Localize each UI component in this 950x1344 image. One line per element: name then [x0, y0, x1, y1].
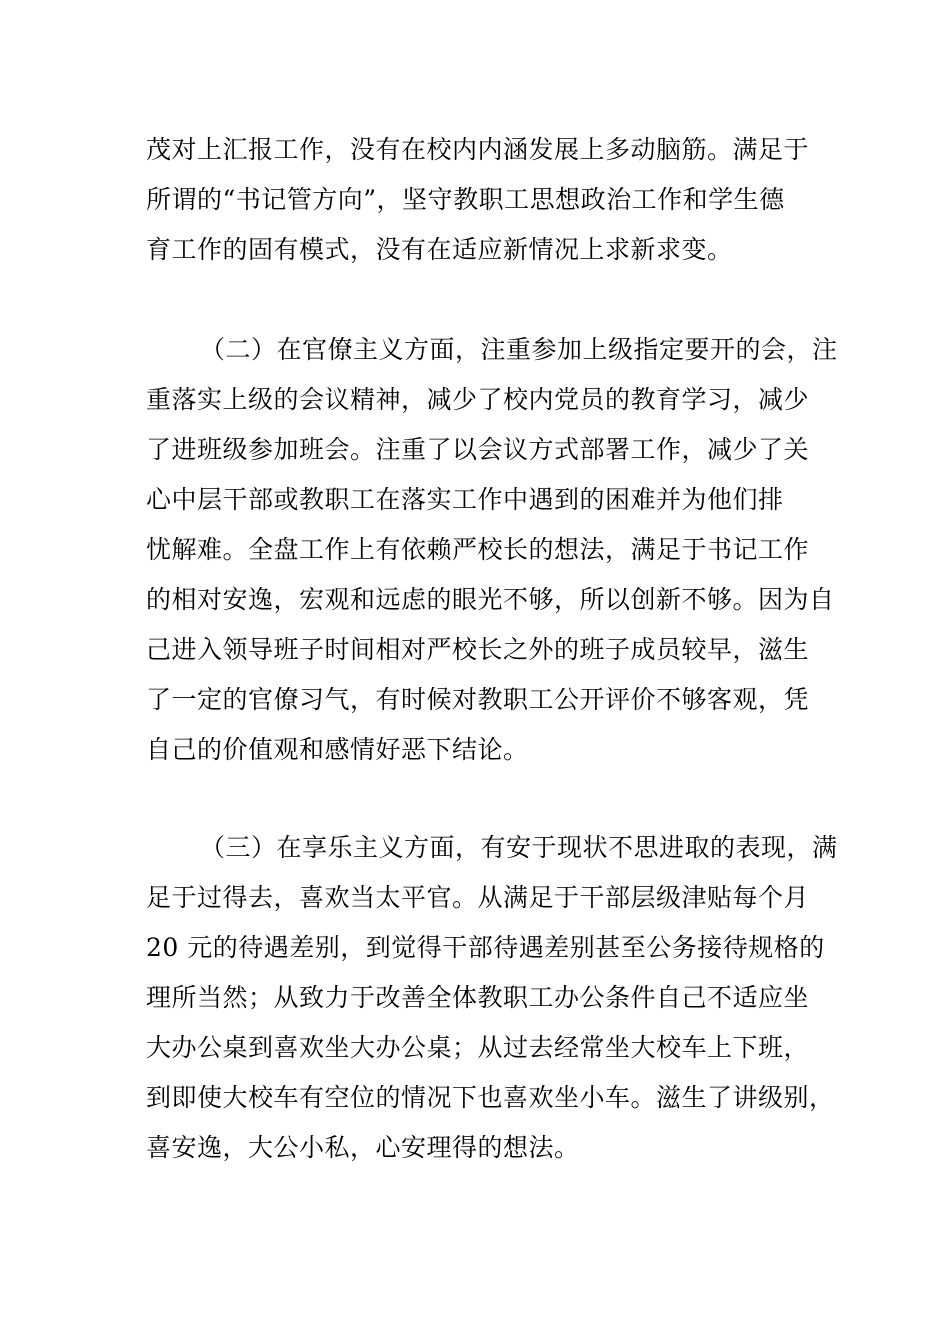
text-line: 喜安逸，大公小私，心安理得的想法。 — [146, 1133, 580, 1162]
text-line: （二）在官僚主义方面，注重参加上级指定要开的会，注 — [200, 335, 838, 364]
text-line: 忧解难。全盘工作上有依赖严校长的想法，满足于书记工作 — [146, 535, 810, 564]
text-line: 茂对上汇报工作，没有在校内内涵发展上多动脑筋。满足于 — [146, 135, 810, 164]
text-line: 己进入领导班子时间相对严校长之外的班子成员较早，滋生 — [146, 635, 810, 664]
text-line: （三）在享乐主义方面，有安于现状不思进取的表现，满 — [200, 833, 838, 862]
text-line: 重落实上级的会议精神，减少了校内党员的教育学习，减少 — [146, 385, 810, 414]
text-line: 20 元的待遇差别，到觉得干部待遇差别甚至公务接待规格的 — [146, 933, 825, 962]
text-line: 了进班级参加班会。注重了以会议方式部署工作，减少了关 — [146, 435, 810, 464]
text-line: 育工作的固有模式，没有在适应新情况上求新求变。 — [146, 235, 733, 264]
text-line: 了一定的官僚习气，有时候对教职工公开评价不够客观，凭 — [146, 685, 810, 714]
text-line: 自己的价值观和感情好恶下结论。 — [146, 735, 529, 764]
text-line: 心中层干部或教职工在落实工作中遇到的困难并为他们排 — [146, 485, 784, 514]
text-line: 所谓的“书记管方向”，坚守教职工思想政治工作和学生德 — [146, 185, 785, 214]
text-line: 的相对安逸，宏观和远虑的眼光不够，所以创新不够。因为自 — [146, 585, 835, 614]
text-line: 理所当然；从致力于改善全体教职工办公条件自己不适应坐 — [146, 983, 810, 1012]
text-line: 足于过得去，喜欢当太平官。从满足于干部层级津贴每个月 — [146, 883, 810, 912]
text-line: 到即使大校车有空位的情况下也喜欢坐小车。滋生了讲级别， — [146, 1083, 835, 1112]
text-line: 大办公桌到喜欢坐大办公桌；从过去经常坐大校车上下班， — [146, 1033, 810, 1062]
